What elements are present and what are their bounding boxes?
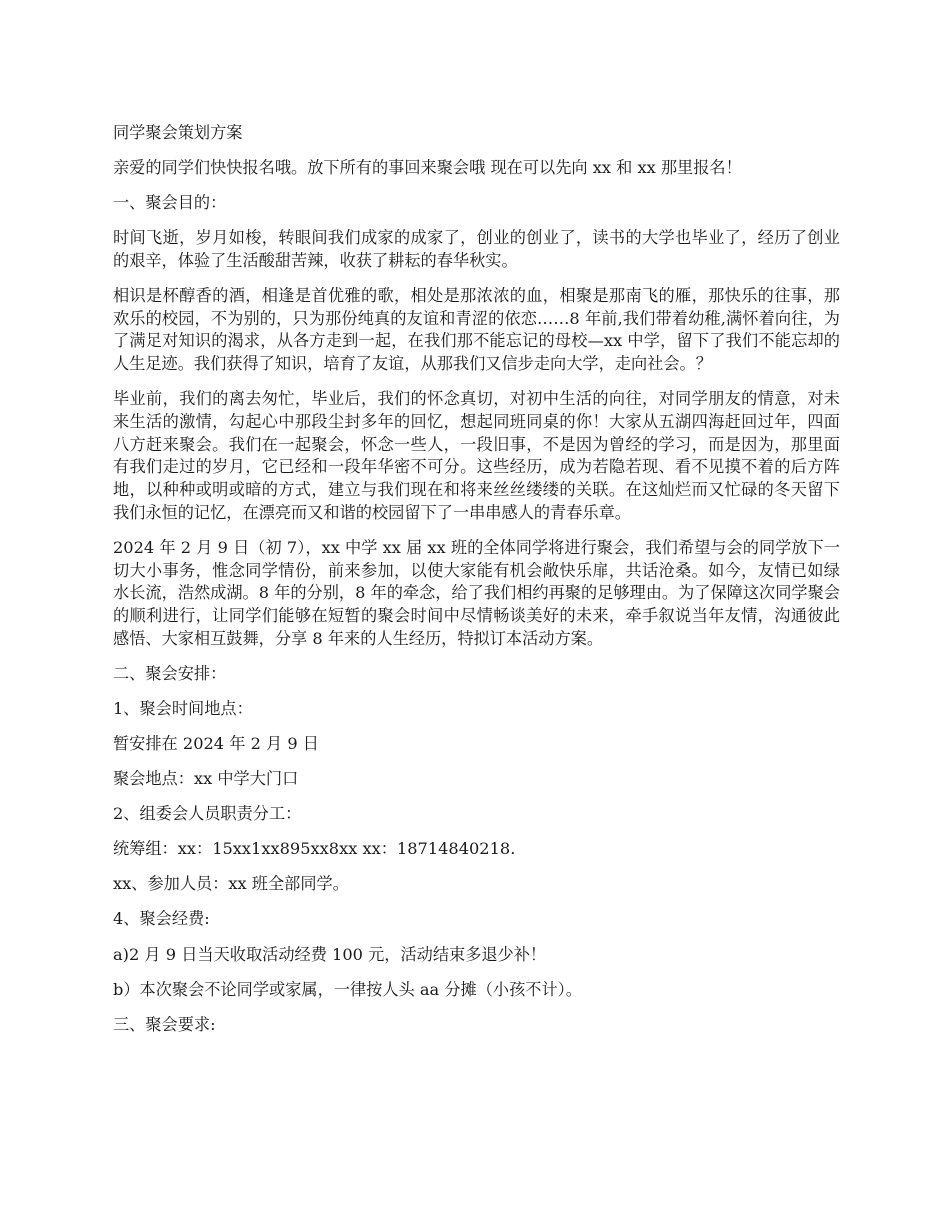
text-participants: xx、参加人员：xx 班全部同学。 [113, 874, 349, 894]
section-heading-requirements: 三、聚会要求: [113, 1014, 216, 1034]
paragraph-purpose-1: 时间飞逝，岁月如梭，转眼间我们成家的成家了，创业的创业了，读书的大学也毕业了，经历了创业的艰辛，体验了生活酸甜苦辣，收获了耕耘的春华秋实。 [113, 228, 840, 270]
section-heading-purpose: 一、聚会目的： [113, 193, 227, 213]
text-coordination-group: 统筹组：xx：15xx1xx895xx8xx xx：18714840218. [113, 839, 516, 859]
paragraph-purpose-3: 毕业前，我们的离去匆忙，毕业后，我们的怀念真切，对初中生活的向往，对同学朋友的情意，对未来生活的激情，勾起心中那段尘封多年的回忆，想起同班同桌的你！大家从五湖四海赶回过年，四面八方赶来聚会。我们在一起聚会，怀念一些人，一段旧事，不是因为曾经的学习，而是因为，那里面有我们走过的岁月，它已经和一段年华密不可分。这些经历，成为若隐若现、看不见摸不着的后方阵地，以种种或明或暗的方式，建立与我们现在和将来丝丝缕缕的关联。在这灿烂而又忙碌的冬天留下我们永恒的记忆，在漂亮而又和谐的校园留下了一串串感人的青春乐章。 [113, 389, 840, 522]
paragraph-purpose-4: 2024 年 2 月 9 日（初 7），xx 中学 xx 届 xx 班的全体同学将进行聚会，我们希望与会的同学放下一切大小事务，惟念同学情份，前来参加，以使大家能有机会敞快乐扉，共话沧桑。如今，友情已如绿水长流，浩然成湖。8 年的分别，8 年的牵念，给了我们相约再聚的足够理由。为了保障这次同学聚会的顺利进行，让同学们能够在短暂的聚会时间中尽情畅谈美好的未来，牵手叙说当年友情，沟通彼此感悟、大家相互鼓舞，分享 8 年来的人生经历，特拟订本活动方案。 [113, 537, 840, 648]
text-funds-a: a)2 月 9 日当天收取活动经费 100 元，活动结束多退少补！ [113, 944, 547, 964]
text-location: 聚会地点：xx 中学大门口 [113, 769, 299, 789]
registration-notice: 亲爱的同学们快快报名哦。放下所有的事回来聚会哦 现在可以先向 xx 和 xx 那里报名！ [113, 158, 742, 178]
document-title: 同学聚会策划方案 [113, 123, 243, 142]
paragraph-purpose-2: 相识是杯醇香的酒，相逢是首优雅的歌，相处是那浓浓的血，相聚是那南飞的雁，那快乐的往事，那欢乐的校园，不为别的，只为那份纯真的友谊和青涩的依恋……8 年前,我们带着幼稚,满怀着向往，为了满足对知识的渴求，从各方走到一起，在我们那不能忘记的母校—xx 中学，留下了我们不能忘却的人生足迹。我们获得了知识，培育了友谊，从那我们又信步走向大学，走向社会。？ [113, 286, 840, 374]
text-date: 暂安排在 2024 年 2 月 9 日 [113, 733, 319, 753]
subheading-funds: 4、聚会经费: [113, 909, 210, 929]
text-funds-b: b）本次聚会不论同学或家属，一律按人头 aa 分摊（小孩不计）。 [113, 979, 582, 999]
section-heading-arrangement: 二、聚会安排： [113, 663, 227, 683]
subheading-committee: 2、组委会人员职责分工： [113, 804, 302, 824]
subheading-time-place: 1、聚会时间地点： [113, 698, 253, 718]
document-page [113, 122, 840, 1049]
